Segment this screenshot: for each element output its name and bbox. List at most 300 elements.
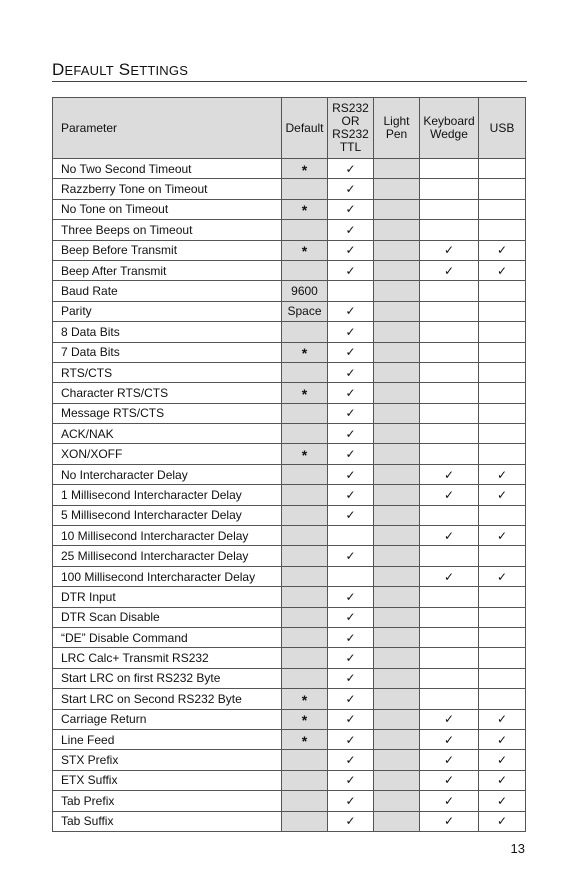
table-row (53, 566, 526, 586)
cell-parameter (53, 791, 282, 811)
table-row (53, 526, 526, 546)
cell-rs232 (328, 607, 374, 627)
default-marker: * (301, 691, 308, 708)
cell-default (282, 444, 328, 464)
header-keyboard-wedge: Keyboard Wedge (420, 98, 479, 159)
cell-keyboard-wedge (420, 709, 479, 729)
default-marker: * (301, 345, 308, 362)
parameter-label: 100 Millisecond Intercharacter Delay (61, 569, 256, 584)
table-row (53, 159, 526, 179)
cell-keyboard-wedge (420, 627, 479, 647)
table-row (53, 791, 526, 811)
table-row (53, 444, 526, 464)
cell-keyboard-wedge (420, 199, 479, 219)
cell-rs232 (328, 689, 374, 709)
cell-rs232 (328, 709, 374, 729)
cell-light-pen (374, 424, 420, 444)
check-icon: ✓ (345, 406, 356, 421)
cell-usb (479, 464, 526, 484)
cell-parameter (53, 220, 282, 240)
cell-rs232 (328, 322, 374, 342)
cell-usb (479, 709, 526, 729)
cell-parameter (53, 362, 282, 382)
check-icon: ✓ (345, 467, 356, 482)
default-marker: * (301, 732, 308, 749)
cell-rs232 (328, 791, 374, 811)
cell-parameter (53, 729, 282, 749)
cell-light-pen (374, 689, 420, 709)
check-icon: ✓ (345, 773, 356, 788)
check-icon: ✓ (345, 508, 356, 523)
cell-parameter (53, 587, 282, 607)
cell-parameter (53, 342, 282, 362)
cell-keyboard-wedge (420, 505, 479, 525)
check-icon: ✓ (443, 712, 455, 727)
check-icon: ✓ (496, 263, 508, 278)
cell-rs232 (328, 464, 374, 484)
check-icon: ✓ (345, 447, 356, 462)
cell-parameter (53, 526, 282, 546)
default-marker: * (301, 161, 308, 178)
cell-parameter (53, 607, 282, 627)
cell-parameter (53, 403, 282, 423)
cell-light-pen (374, 648, 420, 668)
table-row (53, 464, 526, 484)
cell-usb (479, 322, 526, 342)
cell-usb (479, 260, 526, 280)
cell-keyboard-wedge (420, 444, 479, 464)
cell-parameter (53, 566, 282, 586)
cell-parameter (53, 260, 282, 280)
cell-keyboard-wedge (420, 301, 479, 321)
table-row (53, 627, 526, 647)
cell-default (282, 322, 328, 342)
check-icon: ✓ (443, 814, 455, 829)
check-icon: ✓ (345, 365, 356, 380)
parameter-label: STX Prefix (61, 753, 119, 768)
check-icon: ✓ (345, 589, 356, 604)
cell-keyboard-wedge (420, 322, 479, 342)
cell-usb (479, 566, 526, 586)
cell-rs232 (328, 505, 374, 525)
cell-keyboard-wedge (420, 281, 479, 301)
parameter-label: “DE” Disable Command (61, 630, 188, 645)
cell-usb (479, 770, 526, 790)
table-row (53, 750, 526, 770)
cell-usb (479, 403, 526, 423)
check-icon: ✓ (345, 426, 356, 441)
table-row (53, 689, 526, 709)
heading-rule (52, 81, 527, 82)
cell-keyboard-wedge (420, 362, 479, 382)
parameter-label: Baud Rate (61, 284, 118, 299)
check-icon: ✓ (496, 793, 508, 808)
parameter-label: Character RTS/CTS (61, 385, 169, 400)
cell-light-pen (374, 464, 420, 484)
table-row (53, 301, 526, 321)
table-row (53, 322, 526, 342)
cell-keyboard-wedge (420, 648, 479, 668)
cell-keyboard-wedge (420, 546, 479, 566)
cell-usb (479, 342, 526, 362)
page-heading (52, 60, 527, 80)
table-row (53, 362, 526, 382)
check-icon: ✓ (345, 651, 356, 666)
table-row (53, 383, 526, 403)
cell-usb (479, 485, 526, 505)
table-row (53, 729, 526, 749)
cell-usb (479, 424, 526, 444)
cell-rs232 (328, 424, 374, 444)
cell-rs232 (328, 729, 374, 749)
cell-light-pen (374, 668, 420, 688)
cell-light-pen (374, 709, 420, 729)
parameter-label: Parity (61, 304, 92, 319)
table-header-row (53, 98, 526, 159)
cell-usb (479, 301, 526, 321)
table-row (53, 648, 526, 668)
cell-usb (479, 444, 526, 464)
cell-default (282, 566, 328, 586)
cell-rs232 (328, 301, 374, 321)
table-row (53, 709, 526, 729)
cell-rs232 (328, 403, 374, 423)
check-icon: ✓ (443, 487, 455, 502)
cell-parameter (53, 505, 282, 525)
cell-rs232 (328, 750, 374, 770)
cell-usb (479, 648, 526, 668)
cell-light-pen (374, 403, 420, 423)
cell-light-pen (374, 199, 420, 219)
parameter-label: Beep After Transmit (61, 263, 167, 278)
cell-rs232 (328, 199, 374, 219)
cell-parameter (53, 689, 282, 709)
cell-light-pen (374, 566, 420, 586)
cell-default (282, 607, 328, 627)
cell-rs232 (328, 342, 374, 362)
cell-rs232 (328, 220, 374, 240)
cell-usb (479, 159, 526, 179)
check-icon: ✓ (345, 487, 356, 502)
cell-keyboard-wedge (420, 383, 479, 403)
parameter-label: RTS/CTS (61, 365, 113, 380)
cell-light-pen (374, 444, 420, 464)
check-icon: ✓ (496, 243, 508, 258)
parameter-label: Start LRC on first RS232 Byte (61, 671, 221, 686)
cell-value: Space (287, 304, 322, 319)
parameter-label: XON/XOFF (61, 447, 123, 462)
parameter-label: 8 Data Bits (61, 324, 120, 339)
cell-usb (479, 362, 526, 382)
parameter-label: Tab Suffix (61, 814, 114, 829)
cell-keyboard-wedge (420, 689, 479, 709)
cell-usb (479, 668, 526, 688)
cell-default (282, 403, 328, 423)
parameter-label: 1 Millisecond Intercharacter Delay (61, 487, 242, 502)
cell-rs232 (328, 444, 374, 464)
parameter-label: DTR Scan Disable (61, 610, 160, 625)
cell-keyboard-wedge (420, 424, 479, 444)
cell-light-pen (374, 770, 420, 790)
parameter-label: ETX Suffix (61, 773, 118, 788)
check-icon: ✓ (443, 528, 455, 543)
cell-parameter (53, 750, 282, 770)
cell-parameter (53, 627, 282, 647)
table-row (53, 199, 526, 219)
cell-rs232 (328, 587, 374, 607)
default-settings-table (52, 97, 526, 832)
cell-default (282, 729, 328, 749)
cell-rs232 (328, 668, 374, 688)
cell-rs232 (328, 260, 374, 280)
cell-usb (479, 587, 526, 607)
cell-rs232 (328, 811, 374, 831)
table-row (53, 179, 526, 199)
cell-default (282, 627, 328, 647)
check-icon: ✓ (496, 467, 508, 482)
default-marker: * (301, 243, 308, 260)
cell-rs232 (328, 526, 374, 546)
cell-default (282, 240, 328, 260)
check-icon: ✓ (345, 630, 356, 645)
cell-default (282, 791, 328, 811)
cell-usb (479, 791, 526, 811)
check-icon: ✓ (345, 793, 356, 808)
cell-usb (479, 240, 526, 260)
header-usb: USB (479, 98, 526, 159)
check-icon: ✓ (345, 304, 356, 319)
parameter-label: ACK/NAK (61, 426, 114, 441)
cell-usb (479, 729, 526, 749)
default-marker: * (301, 712, 308, 729)
cell-keyboard-wedge (420, 403, 479, 423)
cell-keyboard-wedge (420, 342, 479, 362)
cell-usb (479, 546, 526, 566)
check-icon: ✓ (345, 182, 356, 197)
cell-value: 9600 (291, 284, 318, 299)
cell-usb (479, 750, 526, 770)
cell-keyboard-wedge (420, 811, 479, 831)
cell-default (282, 342, 328, 362)
cell-light-pen (374, 362, 420, 382)
cell-default (282, 179, 328, 199)
cell-light-pen (374, 383, 420, 403)
check-icon: ✓ (496, 773, 508, 788)
cell-light-pen (374, 281, 420, 301)
table-row (53, 587, 526, 607)
check-icon: ✓ (345, 549, 356, 564)
default-marker: * (301, 447, 308, 464)
check-icon: ✓ (443, 793, 455, 808)
cell-keyboard-wedge (420, 464, 479, 484)
cell-light-pen (374, 260, 420, 280)
cell-light-pen (374, 179, 420, 199)
default-marker: * (301, 385, 308, 402)
parameter-label: No Intercharacter Delay (61, 467, 188, 482)
parameter-label: 5 Millisecond Intercharacter Delay (61, 508, 242, 523)
cell-default (282, 546, 328, 566)
cell-keyboard-wedge (420, 159, 479, 179)
check-icon: ✓ (496, 528, 508, 543)
table-row (53, 281, 526, 301)
check-icon: ✓ (496, 487, 508, 502)
cell-rs232 (328, 485, 374, 505)
default-marker: * (301, 202, 308, 219)
cell-default (282, 587, 328, 607)
check-icon: ✓ (345, 610, 356, 625)
cell-parameter (53, 648, 282, 668)
header-light-pen: Light Pen (374, 98, 420, 159)
check-icon: ✓ (496, 814, 508, 829)
check-icon: ✓ (345, 222, 356, 237)
cell-parameter (53, 240, 282, 260)
check-icon: ✓ (345, 732, 356, 747)
cell-default (282, 159, 328, 179)
parameter-label: Tab Prefix (61, 793, 115, 808)
table-row (53, 668, 526, 688)
parameter-label: Start LRC on Second RS232 Byte (61, 691, 242, 706)
cell-light-pen (374, 220, 420, 240)
cell-light-pen (374, 607, 420, 627)
cell-keyboard-wedge (420, 179, 479, 199)
cell-parameter (53, 179, 282, 199)
cell-rs232 (328, 648, 374, 668)
table-row (53, 505, 526, 525)
check-icon: ✓ (496, 732, 508, 747)
table-row (53, 403, 526, 423)
cell-parameter (53, 424, 282, 444)
check-icon: ✓ (443, 263, 455, 278)
cell-keyboard-wedge (420, 607, 479, 627)
cell-parameter (53, 464, 282, 484)
cell-light-pen (374, 240, 420, 260)
parameter-label: Message RTS/CTS (61, 406, 165, 421)
check-icon: ✓ (345, 385, 356, 400)
parameter-label: Razzberry Tone on Timeout (61, 182, 208, 197)
cell-usb (479, 383, 526, 403)
check-icon: ✓ (345, 324, 356, 339)
cell-default (282, 648, 328, 668)
table-row (53, 240, 526, 260)
cell-rs232 (328, 546, 374, 566)
cell-keyboard-wedge (420, 770, 479, 790)
cell-parameter (53, 811, 282, 831)
cell-parameter (53, 770, 282, 790)
cell-default (282, 526, 328, 546)
cell-light-pen (374, 546, 420, 566)
check-icon: ✓ (443, 569, 455, 584)
cell-usb (479, 689, 526, 709)
cell-usb (479, 607, 526, 627)
cell-parameter (53, 199, 282, 219)
cell-parameter (53, 668, 282, 688)
table-body (53, 159, 526, 832)
cell-default (282, 750, 328, 770)
check-icon: ✓ (345, 691, 356, 706)
check-icon: ✓ (345, 202, 356, 217)
heading-initial-1: D (52, 60, 65, 79)
cell-light-pen (374, 159, 420, 179)
check-icon: ✓ (443, 467, 455, 482)
cell-default (282, 485, 328, 505)
table-row (53, 546, 526, 566)
cell-keyboard-wedge (420, 240, 479, 260)
check-icon: ✓ (345, 243, 356, 258)
cell-keyboard-wedge (420, 791, 479, 811)
cell-light-pen (374, 485, 420, 505)
cell-default (282, 199, 328, 219)
cell-light-pen (374, 342, 420, 362)
table-row (53, 485, 526, 505)
cell-default (282, 362, 328, 382)
cell-light-pen (374, 322, 420, 342)
table-row (53, 220, 526, 240)
cell-rs232 (328, 770, 374, 790)
parameter-label: 7 Data Bits (61, 345, 120, 360)
check-icon: ✓ (345, 671, 356, 686)
cell-parameter (53, 281, 282, 301)
table-row (53, 424, 526, 444)
cell-usb (479, 627, 526, 647)
cell-keyboard-wedge (420, 485, 479, 505)
parameter-label: No Two Second Timeout (61, 161, 192, 176)
heading-initial-2: S (118, 60, 131, 79)
table-row (53, 260, 526, 280)
cell-light-pen (374, 505, 420, 525)
cell-parameter (53, 444, 282, 464)
check-icon: ✓ (345, 814, 356, 829)
cell-parameter (53, 159, 282, 179)
heading-rest-1: EFAULT (64, 63, 114, 78)
cell-default (282, 281, 328, 301)
cell-default (282, 689, 328, 709)
parameter-label: Three Beeps on Timeout (61, 222, 193, 237)
cell-light-pen (374, 301, 420, 321)
cell-default (282, 770, 328, 790)
check-icon: ✓ (496, 753, 508, 768)
parameter-label: 25 Millisecond Intercharacter Delay (61, 549, 249, 564)
cell-usb (479, 199, 526, 219)
cell-default (282, 668, 328, 688)
cell-light-pen (374, 729, 420, 749)
cell-light-pen (374, 791, 420, 811)
table-row (53, 770, 526, 790)
cell-keyboard-wedge (420, 587, 479, 607)
cell-default (282, 709, 328, 729)
cell-parameter (53, 322, 282, 342)
cell-keyboard-wedge (420, 668, 479, 688)
parameter-label: DTR Input (61, 589, 116, 604)
cell-usb (479, 179, 526, 199)
check-icon: ✓ (443, 243, 455, 258)
cell-default (282, 424, 328, 444)
table-row (53, 607, 526, 627)
cell-parameter (53, 301, 282, 321)
cell-light-pen (374, 750, 420, 770)
cell-default (282, 383, 328, 403)
cell-rs232 (328, 159, 374, 179)
cell-parameter (53, 485, 282, 505)
header-rs232: RS232 OR RS232 TTL (328, 98, 374, 159)
check-icon: ✓ (345, 712, 356, 727)
parameter-label: LRC Calc+ Transmit RS232 (61, 651, 209, 666)
check-icon: ✓ (443, 773, 455, 788)
check-icon: ✓ (345, 161, 356, 176)
cell-parameter (53, 546, 282, 566)
cell-default (282, 464, 328, 484)
cell-rs232 (328, 383, 374, 403)
check-icon: ✓ (443, 732, 455, 747)
